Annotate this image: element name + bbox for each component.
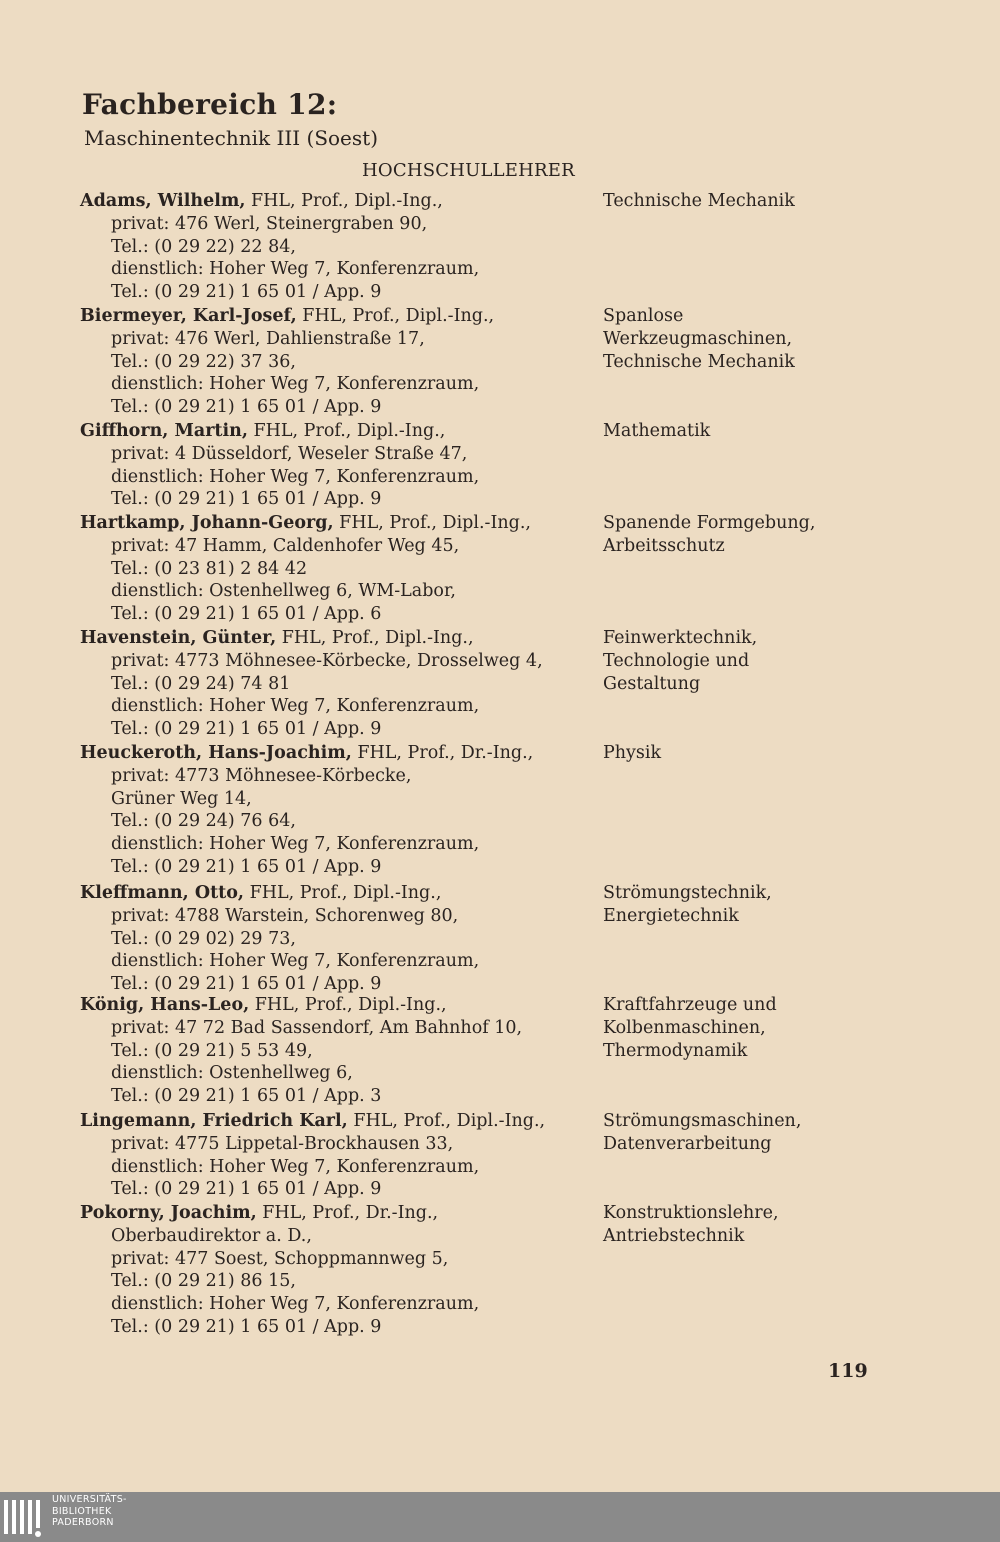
entry-name: Lingemann, Friedrich Karl,	[80, 1111, 348, 1131]
entry-subject: Spanlose	[603, 306, 684, 326]
entry-name: Heuckeroth, Hans-Joachim,	[80, 743, 352, 763]
entry-details	[80, 420, 590, 511]
footer-bar	[0, 1492, 1000, 1542]
entry-subjects	[603, 994, 983, 1062]
entry-subject: Kraftfahrzeuge und	[603, 995, 777, 1015]
entry-name: Hartkamp, Johann-Georg,	[80, 513, 334, 533]
entry-title: FHL, Prof., Dipl.-Ing.,	[296, 306, 495, 326]
entry-detail-line: Grüner Weg 14,	[111, 788, 252, 809]
barcode-logo-icon	[4, 1498, 46, 1538]
entry-name: Havenstein, Günter,	[80, 628, 277, 648]
entry-subject: Antriebstechnik	[603, 1225, 745, 1246]
entry-subject: Strömungstechnik,	[603, 883, 772, 903]
entry-detail-line: privat: 4788 Warstein, Schorenweg 80,	[111, 905, 459, 926]
entry-detail-line: Oberbaudirektor a. D.,	[111, 1225, 312, 1246]
entry-subject: Energietechnik	[603, 905, 739, 926]
entry-detail-line: dienstlich: Hoher Weg 7, Konferenzraum,	[111, 259, 480, 280]
page-number: 119	[828, 1360, 868, 1382]
entry-title: FHL, Prof., Dr.-Ing.,	[256, 1203, 439, 1223]
entry-detail-line: privat: 4773 Möhnesee-Körbecke,	[111, 765, 412, 786]
entry-title: FHL, Prof., Dipl.-Ing.,	[333, 513, 531, 533]
entry-detail-line: dienstlich: Hoher Weg 7, Konferenzraum,	[111, 466, 480, 487]
entry-detail-line: dienstlich: Hoher Weg 7, Konferenzraum,	[111, 1156, 480, 1177]
entry-subjects	[603, 1110, 983, 1156]
entry-detail-line: Tel.: (0 29 21) 1 65 01 / App. 9	[111, 974, 382, 995]
entry-detail-line: Tel.: (0 29 21) 1 65 01 / App. 9	[111, 719, 382, 740]
entry-name: König, Hans-Leo,	[80, 995, 250, 1015]
entry-name: Adams, Wilhelm,	[80, 191, 246, 211]
entry-details	[80, 882, 590, 996]
entry-name-line	[80, 1110, 590, 1133]
entry-name: Kleffmann, Otto,	[80, 883, 245, 903]
entry-details	[80, 1110, 590, 1201]
entry-subjects	[603, 190, 983, 213]
library-logo-text	[52, 1494, 127, 1529]
entry-detail-line: Tel.: (0 29 02) 29 73,	[111, 928, 296, 949]
entry-detail-line: Tel.: (0 29 21) 5 53 49,	[111, 1040, 313, 1061]
entry-detail-line: Tel.: (0 29 24) 74 81	[111, 673, 291, 694]
entry-detail-line: Tel.: (0 29 22) 37 36,	[111, 351, 296, 372]
entry-name-line	[80, 420, 590, 443]
entry-details	[80, 742, 590, 879]
entry-detail-line: Tel.: (0 29 24) 76 64,	[111, 811, 296, 832]
entry-detail-line: Tel.: (0 29 21) 86 15,	[111, 1271, 296, 1292]
entry-detail-line: Tel.: (0 29 21) 1 65 01 / App. 9	[111, 1316, 382, 1337]
entry-details	[80, 1202, 590, 1339]
entry-detail-line: privat: 4 Düsseldorf, Weseler Straße 47,	[111, 443, 468, 464]
entry-detail-line: Tel.: (0 23 81) 2 84 42	[111, 558, 308, 579]
entry-detail-line: privat: 47 Hamm, Caldenhofer Weg 45,	[111, 535, 460, 556]
entry-subject: Thermodynamik	[603, 1040, 748, 1061]
entry-details	[80, 190, 590, 304]
entry-details	[80, 512, 590, 626]
logo-line: PADERBORN	[52, 1517, 114, 1528]
entry-subject: Physik	[603, 743, 662, 763]
entry-detail-line: privat: 476 Werl, Dahlienstraße 17,	[111, 328, 425, 349]
entry-title: FHL, Prof., Dipl.-Ing.,	[249, 995, 447, 1015]
entry-name-line	[80, 994, 590, 1017]
entry-detail-line: dienstlich: Hoher Weg 7, Konferenzraum,	[111, 374, 480, 395]
entry-detail-line: privat: 476 Werl, Steinergraben 90,	[111, 213, 428, 234]
entry-detail-line: Tel.: (0 29 21) 1 65 01 / App. 9	[111, 397, 382, 418]
entry-name-line	[80, 190, 590, 213]
entry-name: Biermeyer, Karl-Josef,	[80, 306, 297, 326]
entry-subject: Arbeitsschutz	[603, 535, 725, 556]
entry-detail-line: dienstlich: Hoher Weg 7, Konferenzraum,	[111, 951, 480, 972]
entry-detail-line: dienstlich: Ostenhellweg 6,	[111, 1063, 353, 1084]
entry-subject: Mathematik	[603, 421, 711, 441]
entry-name-line	[80, 627, 590, 650]
entry-detail-line: privat: 4775 Lippetal-Brockhausen 33,	[111, 1133, 454, 1154]
logo-line: BIBLIOTHEK	[52, 1505, 112, 1517]
entry-detail-line: dienstlich: Hoher Weg 7, Konferenzraum,	[111, 834, 480, 855]
entry-subjects	[603, 882, 983, 928]
entry-title: FHL, Prof., Dipl.-Ing.,	[244, 883, 442, 903]
entry-detail-line: privat: 4773 Möhnesee-Körbecke, Drosselweg 4,	[111, 650, 543, 671]
entry-subject: Gestaltung	[603, 673, 701, 694]
entry-title: FHL, Prof., Dipl.-Ing.,	[347, 1111, 546, 1131]
entry-name-line	[80, 882, 590, 905]
entry-subjects	[603, 305, 983, 373]
entry-detail-line: dienstlich: Ostenhellweg 6, WM-Labor,	[111, 581, 456, 602]
entry-detail-line: Tel.: (0 29 21) 1 65 01 / App. 9	[111, 489, 382, 510]
entry-subject: Datenverarbeitung	[603, 1133, 772, 1154]
entry-name: Pokorny, Joachim,	[80, 1203, 257, 1223]
entry-details	[80, 627, 590, 741]
entry-subjects	[603, 742, 983, 765]
entry-subject: Technische Mechanik	[603, 351, 795, 372]
entry-subject: Kolbenmaschinen,	[603, 1017, 766, 1038]
entry-title: FHL, Prof., Dipl.-Ing.,	[247, 421, 446, 441]
entry-subjects	[603, 1202, 983, 1248]
library-logo	[0, 1494, 140, 1540]
logo-line: UNIVERSITÄTS-	[52, 1494, 127, 1505]
entry-subject: Technologie und	[603, 650, 750, 671]
entry-detail-line: dienstlich: Hoher Weg 7, Konferenzraum,	[111, 1294, 480, 1315]
section-title: HOCHSCHULLEHRER	[362, 160, 575, 181]
entry-name-line	[80, 512, 590, 535]
entry-subjects	[603, 512, 983, 558]
entry-detail-line: privat: 47 72 Bad Sassendorf, Am Bahnhof 10,	[111, 1017, 523, 1038]
entry-subject: Spanende Formgebung,	[603, 513, 816, 533]
entry-detail-line: Tel.: (0 29 21) 1 65 01 / App. 3	[111, 1086, 382, 1107]
entry-subject: Strömungsmaschinen,	[603, 1111, 802, 1131]
entry-subjects	[603, 627, 983, 695]
entry-detail-line: Tel.: (0 29 21) 1 65 01 / App. 9	[111, 282, 382, 303]
entry-detail-line: dienstlich: Hoher Weg 7, Konferenzraum,	[111, 696, 480, 717]
entry-detail-line: Tel.: (0 29 22) 22 84,	[111, 236, 296, 257]
page-heading: Fachbereich 12:	[82, 88, 338, 121]
entry-details	[80, 994, 590, 1108]
entry-name-line	[80, 1202, 590, 1225]
entry-subjects	[603, 420, 983, 443]
entry-detail-line: Tel.: (0 29 21) 1 65 01 / App. 9	[111, 856, 382, 877]
entry-name-line	[80, 305, 590, 328]
entry-subject: Feinwerktechnik,	[603, 628, 758, 648]
entry-subject: Werkzeugmaschinen,	[603, 328, 793, 349]
entry-detail-line: Tel.: (0 29 21) 1 65 01 / App. 6	[111, 604, 382, 625]
page-subheading: Maschinentechnik III (Soest)	[84, 126, 378, 150]
entry-title: FHL, Prof., Dipl.-Ing.,	[245, 191, 443, 211]
entry-subject: Konstruktionslehre,	[603, 1203, 779, 1223]
entry-details	[80, 305, 590, 419]
entry-subject: Technische Mechanik	[603, 191, 795, 211]
entry-name: Giffhorn, Martin,	[80, 421, 248, 441]
entry-title: FHL, Prof., Dipl.-Ing.,	[276, 628, 474, 648]
entry-title: FHL, Prof., Dr.-Ing.,	[351, 743, 534, 763]
entry-name-line	[80, 742, 590, 765]
entry-detail-line: Tel.: (0 29 21) 1 65 01 / App. 9	[111, 1179, 382, 1200]
entry-detail-line: privat: 477 Soest, Schoppmannweg 5,	[111, 1248, 449, 1269]
